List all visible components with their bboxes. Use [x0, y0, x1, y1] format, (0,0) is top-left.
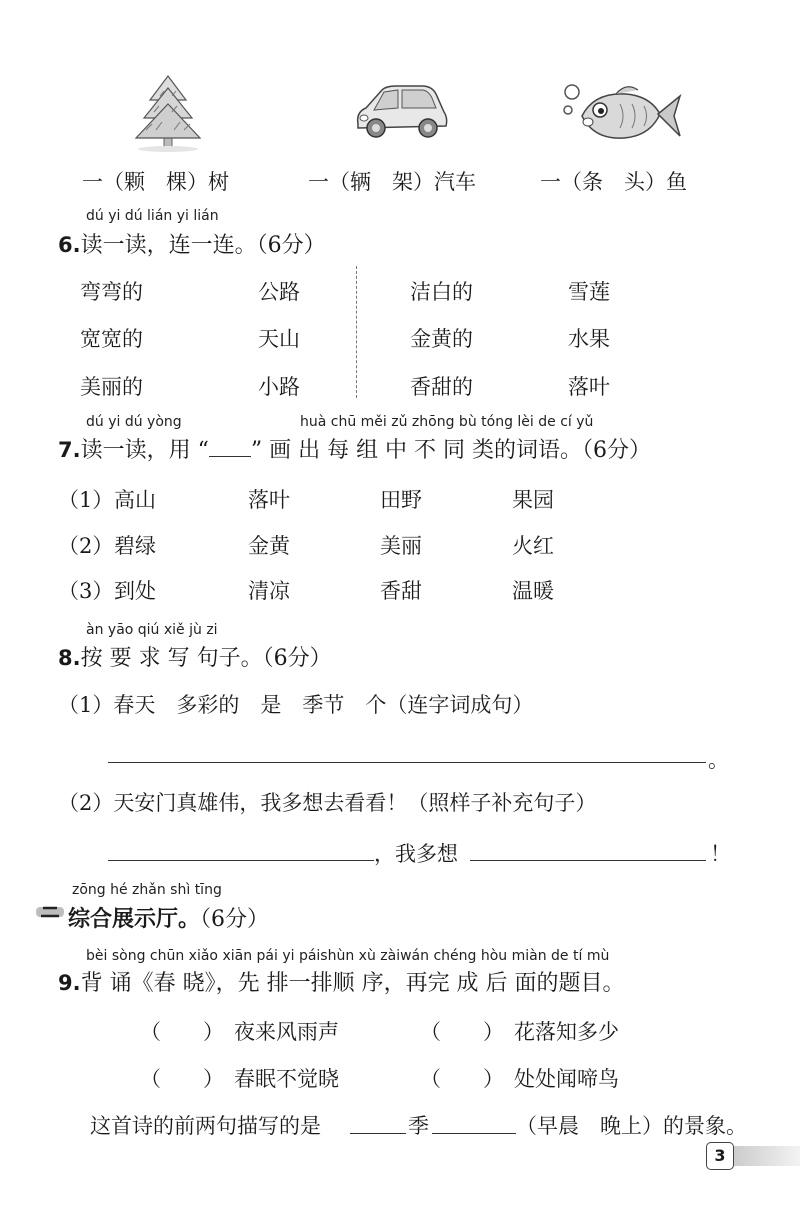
- q9-title: 背 诵《春 晓》，先 排一排顺 序，再完 成 后 面的题目。: [80, 971, 625, 996]
- q7-row-1-label: （1）: [58, 488, 114, 512]
- q9-line-1: 花落知多少: [514, 1020, 619, 1044]
- q9-order-blank-1[interactable]: （ ）: [420, 1020, 504, 1044]
- q6-right-b-1[interactable]: 水果: [568, 327, 610, 351]
- section-pinyin: zōng hé zhǎn shì tīng: [72, 882, 222, 898]
- q7-number: 7.: [58, 438, 81, 462]
- q9-pinyin: bèi sòng chūn xiǎo xiān pái yi páishùn xù zàiwán chéng hòu miàn de tí mù: [86, 948, 610, 964]
- q7-title-b: ” 画 出 每 组 中 不 同 类的词语。（6分）: [250, 438, 652, 463]
- q7-row-3-word-0[interactable]: 到处: [114, 579, 156, 603]
- q7-row-2-word-3[interactable]: 火红: [512, 534, 554, 558]
- q8-title: 按 要 求 写 句子。（6分）: [80, 646, 332, 671]
- q7-row-2-label: （2）: [58, 534, 114, 558]
- q7-row-3-label: （3）: [58, 579, 114, 603]
- q8-pinyin: àn yāo qiú xiě jù zi: [86, 622, 218, 638]
- q6-number: 6.: [58, 233, 81, 257]
- section-heading: [68, 902, 269, 933]
- picture-label-fish: 一（条 头）鱼: [540, 170, 687, 194]
- q6-left-a-1: 宽宽的: [80, 327, 143, 351]
- q6-right-a-0: 洁白的: [410, 280, 473, 304]
- q6-title: 读一读，连一连。（6分）: [80, 233, 326, 258]
- q7-row-3-word-2[interactable]: 香甜: [380, 579, 422, 603]
- q6-right-b-2[interactable]: 落叶: [568, 375, 610, 399]
- page-number: 3: [706, 1142, 734, 1170]
- q9-order-blank-2[interactable]: （ ）: [140, 1067, 224, 1091]
- picture-label-car: 一（辆 架）汽车: [308, 170, 476, 194]
- q8-sub1: （1）春天 多彩的 是 季节 个（连字词成句）: [58, 693, 534, 717]
- q9-order-blank-0[interactable]: （ ）: [140, 1020, 224, 1044]
- q7-pinyin-a: dú yi dú yòng: [86, 414, 182, 430]
- q9-line-2: 春眠不觉晓: [234, 1067, 339, 1091]
- q9-line-3: 处处闻啼鸟: [514, 1067, 619, 1091]
- q9-line-0: 夜来风雨声: [234, 1020, 339, 1044]
- q8-sub2-end: ！: [710, 842, 731, 866]
- q9-final-b: 季: [408, 1114, 429, 1138]
- q6-left-a-0: 弯弯的: [80, 280, 143, 304]
- q7-row-1-word-0[interactable]: 高山: [114, 488, 156, 512]
- q6-left-b-1[interactable]: 天山: [258, 327, 300, 351]
- q7-title-a: 读一读，用 “: [80, 438, 209, 463]
- q7-row-1-word-1[interactable]: 落叶: [248, 488, 290, 512]
- picture-label-tree: 一（颗 棵）树: [82, 170, 229, 194]
- q7-heading: [58, 433, 651, 464]
- q9-season-blank[interactable]: [350, 1133, 406, 1134]
- q7-blank[interactable]: [209, 456, 251, 457]
- q9-order-blank-3[interactable]: （ ）: [420, 1067, 504, 1091]
- q7-row-1-word-3[interactable]: 果园: [512, 488, 554, 512]
- q8-heading: [58, 641, 332, 672]
- q6-left-b-2[interactable]: 小路: [258, 375, 300, 399]
- q7-row-3-word-3[interactable]: 温暖: [512, 579, 554, 603]
- q9-number: 9.: [58, 971, 81, 995]
- q6-left-a-2: 美丽的: [80, 375, 143, 399]
- q7-row-2-word-1[interactable]: 金黄: [248, 534, 290, 558]
- q8-sub1-end: 。: [708, 748, 729, 772]
- q7-row-1-word-2[interactable]: 田野: [380, 488, 422, 512]
- q6-left-b-0[interactable]: 公路: [258, 280, 300, 304]
- q6-right-b-0[interactable]: 雪莲: [568, 280, 610, 304]
- q9-heading: [58, 966, 625, 997]
- q8-sub2-mid: ，我多想: [374, 842, 458, 866]
- q8-number: 8.: [58, 646, 81, 670]
- car-icon: [352, 78, 452, 144]
- tree-icon: [128, 70, 208, 152]
- q7-pinyin-b: huà chū měi zǔ zhōng bù tóng lèi de cí yǔ: [300, 414, 594, 430]
- q7-row-3-word-1[interactable]: 清凉: [248, 579, 290, 603]
- q6-right-a-1: 金黄的: [410, 327, 473, 351]
- q8-sub2: （2）天安门真雄伟，我多想去看看！（照样子补充句子）: [58, 791, 597, 815]
- q6-right-a-2: 香甜的: [410, 375, 473, 399]
- q9-time-blank[interactable]: [432, 1133, 516, 1134]
- q8-sub2-answer-line-2[interactable]: [470, 860, 706, 861]
- section-badge-icon: [34, 899, 66, 925]
- q6-pinyin: dú yi dú lián yi lián: [86, 208, 219, 224]
- q6-heading: [58, 228, 326, 259]
- q9-final-c: （早晨 晚上）的景象。: [516, 1114, 747, 1138]
- q8-sub1-answer-line[interactable]: [108, 762, 706, 763]
- q7-row-2-word-0[interactable]: 碧绿: [114, 534, 156, 558]
- q8-sub2-answer-line-1[interactable]: [108, 860, 374, 861]
- q9-final-a: 这首诗的前两句描写的是: [90, 1114, 321, 1138]
- section-title: 综合展示厅。: [68, 907, 201, 932]
- section-score: （6分）: [200, 907, 270, 932]
- q6-divider: [356, 266, 357, 398]
- q7-row-2-word-2[interactable]: 美丽: [380, 534, 422, 558]
- fish-icon: [560, 80, 682, 152]
